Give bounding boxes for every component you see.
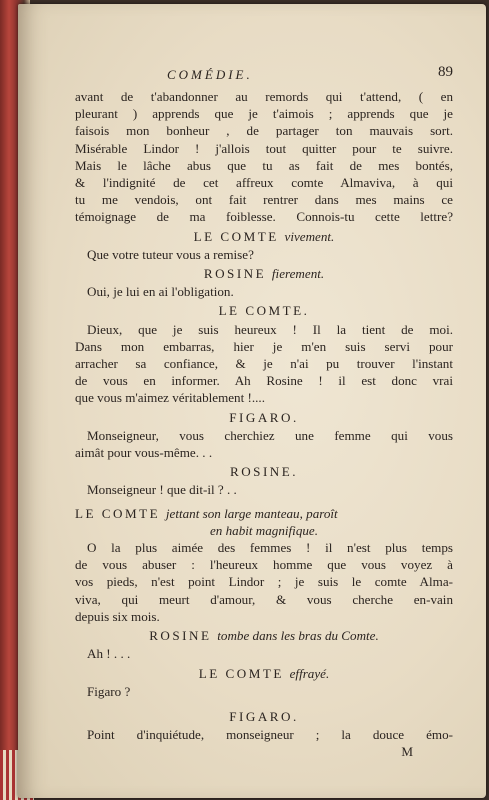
- text-line: viva, qui meurt d'amour, & vous cherche en-vain: [75, 591, 453, 607]
- text-line: aimât pour vous-même. . .: [75, 445, 213, 461]
- text-line: faisois mon bonheur , de partager ton mauvais sort.: [75, 123, 453, 139]
- page-number: 89: [438, 64, 453, 80]
- stage-direction: vivement.: [284, 228, 335, 244]
- text-line: Point d'inquiétude, monseigneur ; la douce émo-: [87, 727, 453, 743]
- speaker-heading: [75, 665, 453, 682]
- text-line: Oui, je lui en ai l'obligation.: [87, 284, 234, 300]
- text-line: de vous abuser : l'heureux homme que vous voyez à: [75, 557, 453, 573]
- text-line: Monseigneur ! que dit-il ? . .: [87, 482, 237, 498]
- speaker-name: LE COMTE: [75, 505, 161, 521]
- book-page: [18, 4, 486, 798]
- text-line: Dieux, que je suis heureux ! Il la tient de moi.: [87, 321, 453, 337]
- text-line: avant de t'abandonner au remords qui t'attend, ( en: [75, 89, 453, 104]
- text-line: Ah ! . . .: [87, 646, 131, 662]
- speaker-heading: [75, 627, 453, 644]
- speaker-heading: [75, 228, 453, 245]
- text-line: que vous m'aimez véritablement !....: [75, 390, 265, 406]
- speaker-heading: [75, 265, 453, 282]
- text-line: Misérable Lindor ! j'allois tout quitter pour te suivre.: [75, 140, 453, 156]
- text-line: O la plus aimée des femmes ! il n'est plus temps: [87, 540, 453, 556]
- speaker-heading: FIGARO.: [229, 708, 299, 724]
- speaker-heading: FIGARO.: [229, 409, 299, 425]
- speaker-heading: LE COMTE.: [218, 303, 310, 319]
- page-header: [75, 66, 453, 88]
- stage-direction: jettant son large manteau, paroît: [165, 505, 338, 521]
- speaker-name: LE COMTE: [193, 228, 279, 244]
- text-line: de vous en informer. Ah Rosine ! il est donc vrai: [75, 373, 453, 389]
- text-line: depuis six mois.: [75, 608, 160, 624]
- speaker-name: ROSINE: [203, 266, 267, 282]
- speaker-heading: [75, 505, 453, 522]
- text-line: Mais le lâche abus que tu as fait de mes bontés,: [75, 157, 453, 173]
- text-line: tu me vendois, ont fait rentrer dans mes mains ce: [75, 192, 453, 208]
- catchword: M: [401, 744, 413, 760]
- text-line: pleurant ) apprends que je t'aimois ; apprends que je: [75, 106, 453, 122]
- stage-direction: fierement.: [271, 266, 325, 282]
- text-line: vos pieds, n'est point Lindor ; je suis le comte Alma-: [75, 574, 453, 590]
- text-line: Que votre tuteur vous a remise?: [87, 246, 254, 262]
- text-line: Monseigneur, vous cherchiez une femme qui vous: [87, 427, 453, 443]
- running-title: COMÉDIE.: [167, 67, 253, 82]
- page-text: [75, 66, 453, 761]
- speaker-heading: ROSINE.: [229, 464, 299, 480]
- text-line: Figaro ?: [87, 683, 131, 699]
- speaker-name: ROSINE: [149, 628, 212, 644]
- speaker-name: LE COMTE: [198, 665, 284, 681]
- stage-direction: tombe dans les bras du Comte.: [217, 628, 379, 644]
- text-line: & l'indignité de cet affreux comte Almaviva, à qui: [75, 175, 453, 191]
- stage-direction: en habit magnifique.: [209, 522, 318, 538]
- text-line: arracher sa confiance, & je n'ai pu trouver l'instant: [75, 356, 453, 372]
- text-line: témoignage de ma foiblesse. Connois-tu cette lettre?: [75, 209, 453, 225]
- text-line: Dans mon embarras, hier je m'en suis servi pour: [75, 338, 453, 354]
- stage-direction: effrayé.: [289, 665, 330, 681]
